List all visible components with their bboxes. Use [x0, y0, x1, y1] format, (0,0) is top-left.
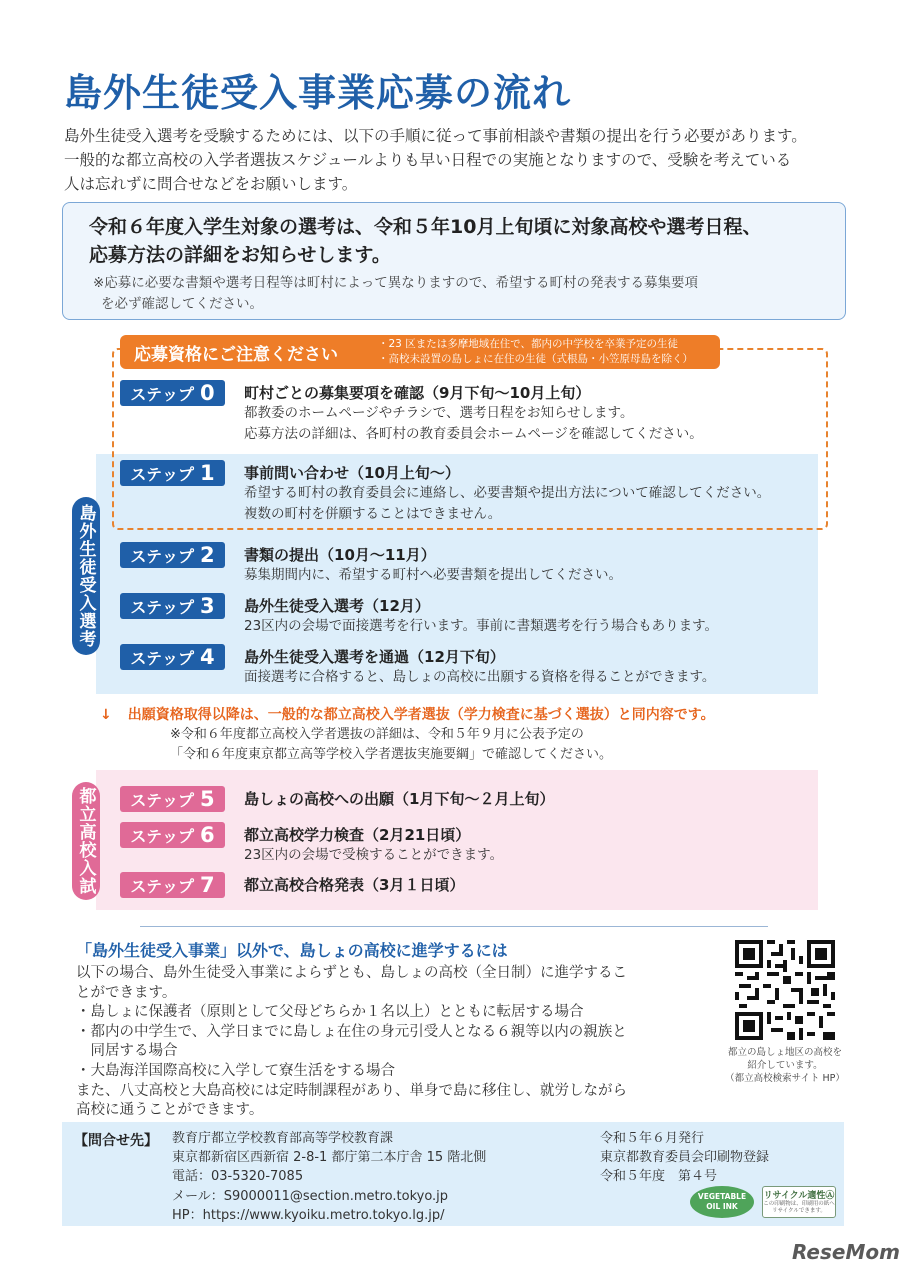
- vegetable-oil-ink-logo: [690, 1186, 754, 1218]
- step-title-6: 都立高校学力検査（2月21日頃）: [244, 826, 471, 844]
- step-label: ステップ: [130, 790, 195, 810]
- after-qualification-text: 出願資格取得以降は、一般的な都立高校入学者選抜（学力検査に基づく選抜）と同内容です。: [127, 707, 715, 723]
- step-desc-1: [244, 483, 770, 525]
- notice-note-line: ※応募に必要な書類や選考日程等は町村によって異なりますので、希望する町村の発表する募集要項: [93, 275, 699, 291]
- publication-line: 令和５年度 第４号: [600, 1169, 718, 1185]
- other-body-line: ・都内の中学生で、入学日までに島しょ在住の身元引受人となる６親等以内の親族と: [76, 1023, 627, 1040]
- step-desc-line: 募集期間内に、希望する町村へ必要書類を提出してください。: [244, 567, 622, 583]
- qualification-title: 応募資格にご注意ください: [134, 344, 338, 365]
- notice-main-line: 令和６年度入学生対象の選考は、令和５年10月上旬頃に対象高校や選考日程、: [89, 216, 762, 238]
- step-title-0: 町村ごとの募集要項を確認（9月下旬〜10月上旬）: [244, 384, 591, 402]
- intro-text: [64, 124, 854, 196]
- step-label: ステップ: [130, 384, 195, 404]
- after-qualification-line: [100, 704, 715, 724]
- step-number: 7: [200, 873, 215, 897]
- step-badge-2: [120, 542, 225, 568]
- step-desc-2: [244, 565, 622, 586]
- step-label: ステップ: [130, 826, 195, 846]
- other-body-line: ・大島海洋国際高校に入学して寮生活をする場合: [76, 1062, 395, 1079]
- other-body-line: 以下の場合、島外生徒受入事業によらずとも、島しょの高校（全日制）に進学するこ: [76, 965, 627, 981]
- step-badge-1: [120, 460, 225, 486]
- notice-note: [89, 273, 819, 315]
- step-desc-3: [244, 616, 718, 637]
- qualification-condition: ・高校未設置の島しょに在住の生徒（式根島・小笠原母島を除く）: [378, 353, 693, 365]
- other-path-body: [76, 964, 702, 1121]
- notice-main: [89, 213, 819, 269]
- contact-lines: [172, 1129, 486, 1225]
- step-title-4: 島外生徒受入選考を通過（12月下旬）: [244, 648, 505, 666]
- qr-caption-line: （都立高校検索サイト HP）: [725, 1073, 845, 1084]
- other-path-title: 「島外生徒受入事業」以外で、島しょの高校に進学するには: [76, 941, 508, 960]
- publication-line: 令和５年６月発行: [600, 1131, 705, 1146]
- recycle-logo: [762, 1186, 836, 1218]
- step-label: ステップ: [130, 648, 195, 668]
- step-desc-4: [244, 667, 715, 688]
- step-number: 5: [200, 787, 215, 811]
- notice-note-line: を必ず確認してください。: [101, 296, 263, 312]
- step-title-2: 書類の提出（10月〜11月）: [244, 546, 436, 564]
- publication-info: [600, 1129, 769, 1187]
- recycle-logo-sub: この印刷物は、印刷用の紙へ: [763, 1201, 835, 1207]
- step-badge-3: [120, 593, 225, 619]
- other-body-line: また、八丈高校と大島高校には定時制課程があり、単身で島に移住し、就労しながら: [76, 1082, 627, 1099]
- other-body-line: 同居する場合: [76, 1043, 178, 1060]
- other-body-line: ・島しょに保護者（原則として父母どちらか１名以上）とともに転居する場合: [76, 1004, 584, 1021]
- step-label: ステップ: [130, 876, 195, 896]
- contact-address: 東京都新宿区西新宿 2-8-1 都庁第二本庁舎 15 階北側: [172, 1150, 487, 1166]
- qualification-conditions: [378, 337, 693, 367]
- intro-line: 島外生徒受入選考を受験するためには、以下の手順に従って事前相談や書類の提出を行う必要があります。: [64, 127, 807, 145]
- qr-caption: [718, 1046, 852, 1085]
- contact-phone: 電話：03-5320-7085: [172, 1169, 304, 1185]
- step-title-5: 島しょの高校への出願（1月下旬〜２月上旬）: [244, 790, 555, 808]
- contact-department: 教育庁都立学校教育部高等学校教育課: [172, 1131, 394, 1146]
- step-number: 4: [200, 645, 215, 669]
- after-note-line: 「令和６年度東京都立高等学校入学者選抜実施要綱」で確認してください。: [170, 747, 613, 762]
- step-title-7: 都立高校合格発表（3月１日頃）: [244, 876, 465, 894]
- contact-label: 【問合せ先】: [74, 1133, 158, 1149]
- qr-caption-line: 紹介しています。: [747, 1060, 823, 1071]
- resemom-watermark: ReseMom: [792, 1240, 900, 1264]
- recycle-logo-sub: リサイクルできます。: [772, 1208, 826, 1214]
- after-note-line: ※令和６年度都立高校入学者選抜の詳細は、令和５年９月に公表予定の: [170, 727, 584, 742]
- veg-logo-line: OIL INK: [706, 1202, 738, 1211]
- after-qualification-note: [170, 725, 612, 765]
- qualification-banner: [120, 335, 720, 369]
- intro-line: 人は忘れずに問合せなどをお願いします。: [64, 175, 358, 193]
- section-divider: [140, 926, 768, 927]
- step-number: 2: [200, 543, 215, 567]
- recycle-logo-title: リサイクル適性Ⓐ: [763, 1191, 835, 1201]
- publication-line: 東京都教育委員会印刷物登録: [600, 1150, 770, 1166]
- step-title-3: 島外生徒受入選考（12月）: [244, 597, 430, 615]
- notice-main-line: 応募方法の詳細をお知らせします。: [89, 244, 391, 266]
- page-title: 島外生徒受入事業応募の流れ: [64, 71, 572, 115]
- step-number: 1: [200, 461, 215, 485]
- step-desc-line: 応募方法の詳細は、各町村の教育委員会ホームページを確認してください。: [244, 426, 703, 442]
- step-number: 3: [200, 594, 215, 618]
- contact-email-link[interactable]: メール：S9000011@section.metro.tokyo.jp: [172, 1188, 449, 1204]
- step-number: 6: [200, 823, 215, 847]
- step-desc-line: 都教委のホームページやチラシで、選考日程をお知らせします。: [244, 405, 634, 421]
- step-desc-0: [244, 403, 703, 445]
- intro-line: 一般的な都立高校の入学者選抜スケジュールよりも早い日程での実施となりますので、受験を考えている: [64, 151, 792, 169]
- contact-box: [62, 1122, 844, 1226]
- step-badge-5: [120, 786, 225, 812]
- step-badge-4: [120, 644, 225, 670]
- step-title-1: 事前問い合わせ（10月上旬〜）: [244, 464, 460, 482]
- side-label-selection: 島外生徒受入選考: [72, 497, 100, 655]
- step-desc-line: 複数の町村を併願することはできません。: [244, 506, 502, 522]
- veg-logo-line: VEGETABLE: [697, 1192, 747, 1201]
- contact-homepage-link[interactable]: HP：https://www.kyoiku.metro.tokyo.lg.jp/: [172, 1207, 445, 1223]
- step-desc-6: [244, 845, 503, 866]
- step-desc-line: 希望する町村の教育委員会に連絡し、必要書類や提出方法について確認してください。: [244, 485, 771, 501]
- step-desc-line: 23区内の会場で受検することができます。: [244, 847, 504, 863]
- qualification-condition: ・23 区または多摩地域在住で、都内の中学校を卒業予定の生徒: [378, 338, 678, 350]
- other-body-line: 高校に通うことができます。: [76, 1102, 264, 1119]
- qr-caption-line: 都立の島しょ地区の高校を: [727, 1047, 842, 1058]
- step-desc-line: 面接選考に合格すると、島しょの高校に出願する資格を得ることができます。: [244, 669, 716, 685]
- step-badge-6: [120, 822, 225, 848]
- down-arrow-icon: ↓: [100, 707, 112, 723]
- step-number: 0: [200, 381, 215, 405]
- step-badge-0: [120, 380, 225, 406]
- step-desc-line: 23区内の会場で面接選考を行います。事前に書類選考を行う場合もあります。: [244, 618, 719, 634]
- step-label: ステップ: [130, 546, 195, 566]
- other-body-line: とができます。: [76, 984, 177, 1001]
- qr-code-icon[interactable]: [735, 940, 835, 1040]
- step-label: ステップ: [130, 464, 195, 484]
- notice-box: [62, 202, 846, 320]
- side-label-entrance-exam: 都立高校入試: [72, 782, 100, 900]
- step-badge-7: [120, 872, 225, 898]
- step-label: ステップ: [130, 597, 195, 617]
